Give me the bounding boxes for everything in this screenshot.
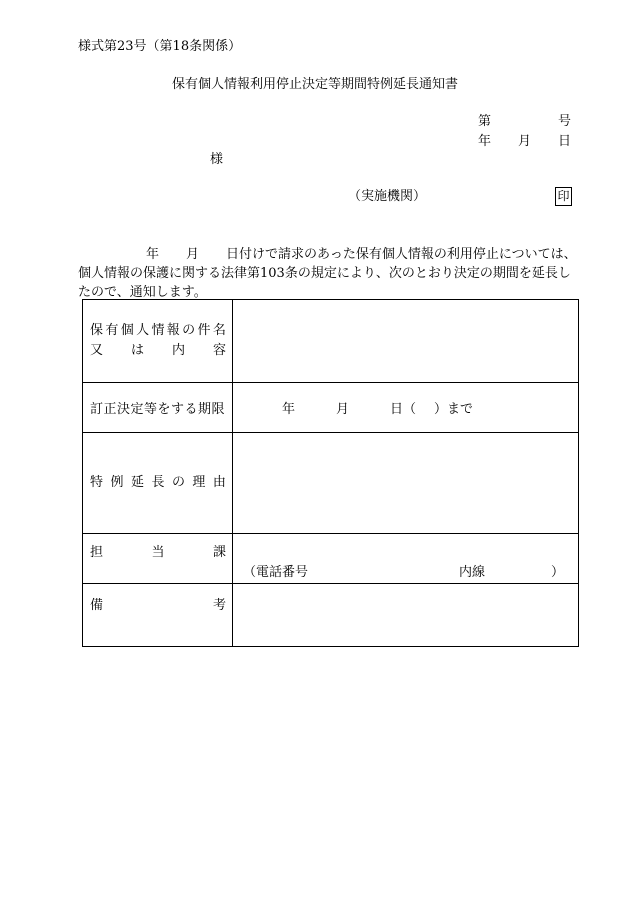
label-reason: 特 例 延 長 の 理 由 [83, 433, 233, 534]
deadline-month: 月 [336, 402, 350, 417]
label-info-name-line1: 保 有 個 人 情 報 の 件 名 [90, 323, 226, 338]
notice-form-table [82, 299, 579, 647]
document-number-prefix: 第 [478, 114, 492, 129]
value-info-name[interactable] [233, 300, 579, 383]
label-deadline: 訂正決定等をする期限 [83, 383, 233, 433]
notice-body [78, 245, 588, 302]
form-number: 様式第23号（第18条関係） [78, 39, 242, 54]
row-reason [83, 433, 579, 534]
seal-mark: 印 [555, 187, 572, 206]
label-remarks: 備 考 [83, 584, 233, 647]
notice-body-line3: たので、通知します。 [78, 285, 207, 300]
deadline-until: ）まで [434, 402, 474, 417]
phone-close: ） [550, 565, 564, 580]
row-info-name [83, 300, 579, 383]
notice-body-line1 [78, 245, 588, 264]
value-deadline[interactable] [233, 383, 579, 433]
row-department [83, 534, 579, 584]
issue-date-day: 日 [558, 134, 572, 149]
value-reason[interactable] [233, 433, 579, 534]
row-remarks [83, 584, 579, 647]
label-info-name-line2: 又 は 内 容 [90, 343, 226, 358]
deadline-day: 日（ [390, 402, 417, 417]
body-line1-rest: 日付けで請求のあった保有個人情報の利用停止については、 [226, 247, 577, 262]
row-deadline [83, 383, 579, 433]
addressee-honorific: 様 [210, 152, 224, 167]
document-number-suffix: 号 [558, 114, 572, 129]
notice-body-line2: 個人情報の保護に関する法律第103条の規定により、次のとおり決定の期間を延長し [78, 266, 571, 281]
issue-date-month: 月 [518, 134, 532, 149]
value-department[interactable] [233, 534, 579, 584]
issue-date [478, 134, 571, 150]
phone-label: （電話番号 [243, 565, 309, 580]
body-month: 月 [186, 247, 200, 262]
value-remarks[interactable] [233, 584, 579, 647]
issue-date-year: 年 [478, 134, 492, 149]
document-title: 保有個人情報利用停止決定等期間特例延長通知書 [171, 77, 458, 92]
agency-label: （実施機関） [348, 189, 427, 204]
label-info-name [83, 300, 233, 383]
label-department: 担 当 課 [83, 534, 233, 584]
extension-label: 内線 [458, 565, 485, 580]
deadline-year: 年 [282, 402, 296, 417]
body-year: 年 [146, 247, 160, 262]
